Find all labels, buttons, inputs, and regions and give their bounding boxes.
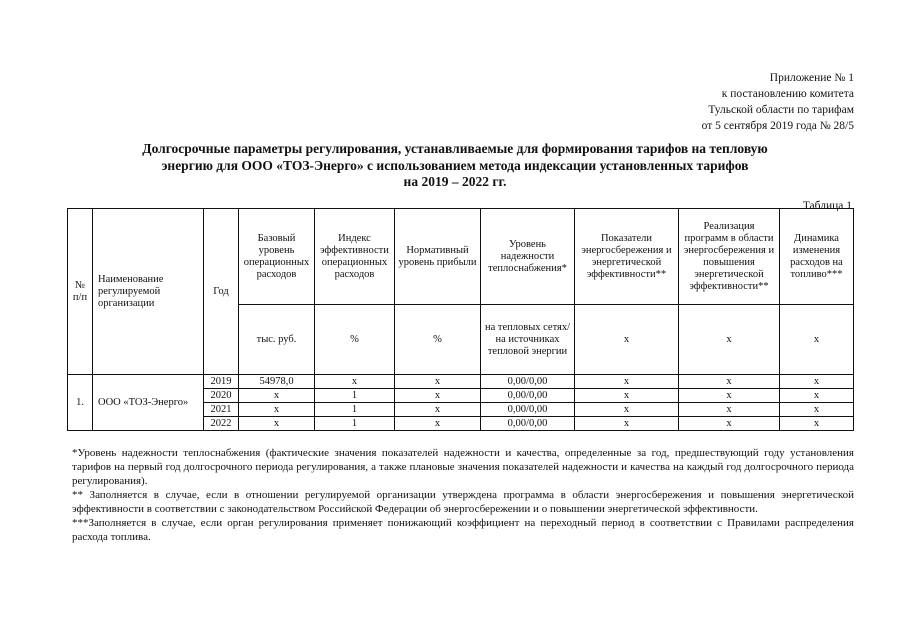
cell-base: x: [239, 417, 315, 431]
cell-base: x: [239, 403, 315, 417]
header-num: № п/п: [68, 209, 93, 375]
cell-reliability: 0,00/0,00: [481, 417, 575, 431]
header-efficiency-index: Индекс эффективности операционных расходов: [315, 209, 395, 305]
cell-energy: x: [575, 403, 679, 417]
cell-energy: x: [575, 417, 679, 431]
cell-energy: x: [575, 375, 679, 389]
cell-reliability: 0,00/0,00: [481, 389, 575, 403]
cell-programs: x: [679, 417, 780, 431]
cell-index: 1: [315, 403, 395, 417]
unit-profit: %: [395, 305, 481, 375]
table-row: [68, 375, 854, 389]
header-fuel: Динамика изменения расходов на топливо***: [780, 209, 854, 305]
footnote-fuel: ***Заполняется в случае, если орган регулирования применяет понижающий коэффициент на переходный период в соответствии с Правилами распределения расхода топлива.: [72, 517, 854, 543]
unit-energy: x: [575, 305, 679, 375]
parameters-table: [67, 208, 854, 431]
cell-index: x: [315, 375, 395, 389]
unit-base: тыс. руб.: [239, 305, 315, 375]
table-header-row: [68, 209, 854, 305]
header-year: Год: [204, 209, 239, 375]
cell-year: 2020: [204, 389, 239, 403]
title-line-3: на 2019 – 2022 гг.: [403, 174, 507, 189]
header-org: Наименование регулируемой организации: [93, 209, 204, 375]
cell-fuel: x: [780, 417, 854, 431]
cell-programs: x: [679, 375, 780, 389]
cell-base: 54978,0: [239, 375, 315, 389]
appendix-date: от 5 сентября 2019 года № 28/5: [701, 120, 854, 132]
cell-reliability: 0,00/0,00: [481, 403, 575, 417]
cell-profit: x: [395, 389, 481, 403]
cell-fuel: x: [780, 403, 854, 417]
cell-index: 1: [315, 389, 395, 403]
header-profit: Нормативный уровень прибыли: [395, 209, 481, 305]
header-programs: Реализация программ в области энергосбережения и повышения энергетической эффективности**: [679, 209, 780, 305]
cell-programs: x: [679, 403, 780, 417]
cell-fuel: x: [780, 375, 854, 389]
unit-reliability: на тепловых сетях/на источниках тепловой энергии: [481, 305, 575, 375]
title-line-1: Долгосрочные параметры регулирования, устанавливаемые для формирования тарифов на тепловую: [142, 141, 768, 156]
cell-programs: x: [679, 389, 780, 403]
cell-year: 2022: [204, 417, 239, 431]
unit-fuel: x: [780, 305, 854, 375]
cell-profit: x: [395, 403, 481, 417]
title-line-2: энергию для ООО «ТОЗ-Энерго» с использованием метода индексации установленных тарифов: [161, 157, 749, 173]
header-energy-saving: Показатели энергосбережения и энергетической эффективности**: [575, 209, 679, 305]
cell-profit: x: [395, 417, 481, 431]
appendix-header: [702, 70, 854, 134]
unit-programs: x: [679, 305, 780, 375]
cell-energy: x: [575, 389, 679, 403]
cell-fuel: x: [780, 389, 854, 403]
document-title: [95, 141, 815, 191]
cell-year: 2019: [204, 375, 239, 389]
footnote-reliability: *Уровень надежности теплоснабжения (фактические значения показателей надежности и качества, определенные за год, предшествующий году установления тарифов на первый год долгосрочного периода регулирования, а также плановые значения показателей надежности и качества на каждый год долгосрочного периода регулирования).: [72, 447, 854, 487]
table-label: Таблица 1: [802, 200, 852, 212]
header-reliability: Уровень надежности теплоснабжения*: [481, 209, 575, 305]
org-number: 1.: [68, 375, 93, 431]
org-name: ООО «ТОЗ-Энерго»: [93, 375, 204, 431]
cell-profit: x: [395, 375, 481, 389]
unit-index: %: [315, 305, 395, 375]
cell-year: 2021: [204, 403, 239, 417]
cell-base: x: [239, 389, 315, 403]
cell-index: 1: [315, 417, 395, 431]
appendix-resolution: к постановлению комитета: [721, 88, 854, 100]
appendix-committee: Тульской области по тарифам: [708, 104, 854, 116]
header-base-costs: Базовый уровень операционных расходов: [239, 209, 315, 305]
footnote-energy-program: ** Заполняется в случае, если в отношении регулируемой организации утверждена программа в области энергосбережения и повышения энергетической эффективности в соответствии с законодательством Российской Федерации об энергосбережении и о повышении энергетической эффективности.: [72, 489, 854, 515]
footnotes: [72, 446, 854, 544]
appendix-title: Приложение № 1: [769, 72, 854, 84]
cell-reliability: 0,00/0,00: [481, 375, 575, 389]
